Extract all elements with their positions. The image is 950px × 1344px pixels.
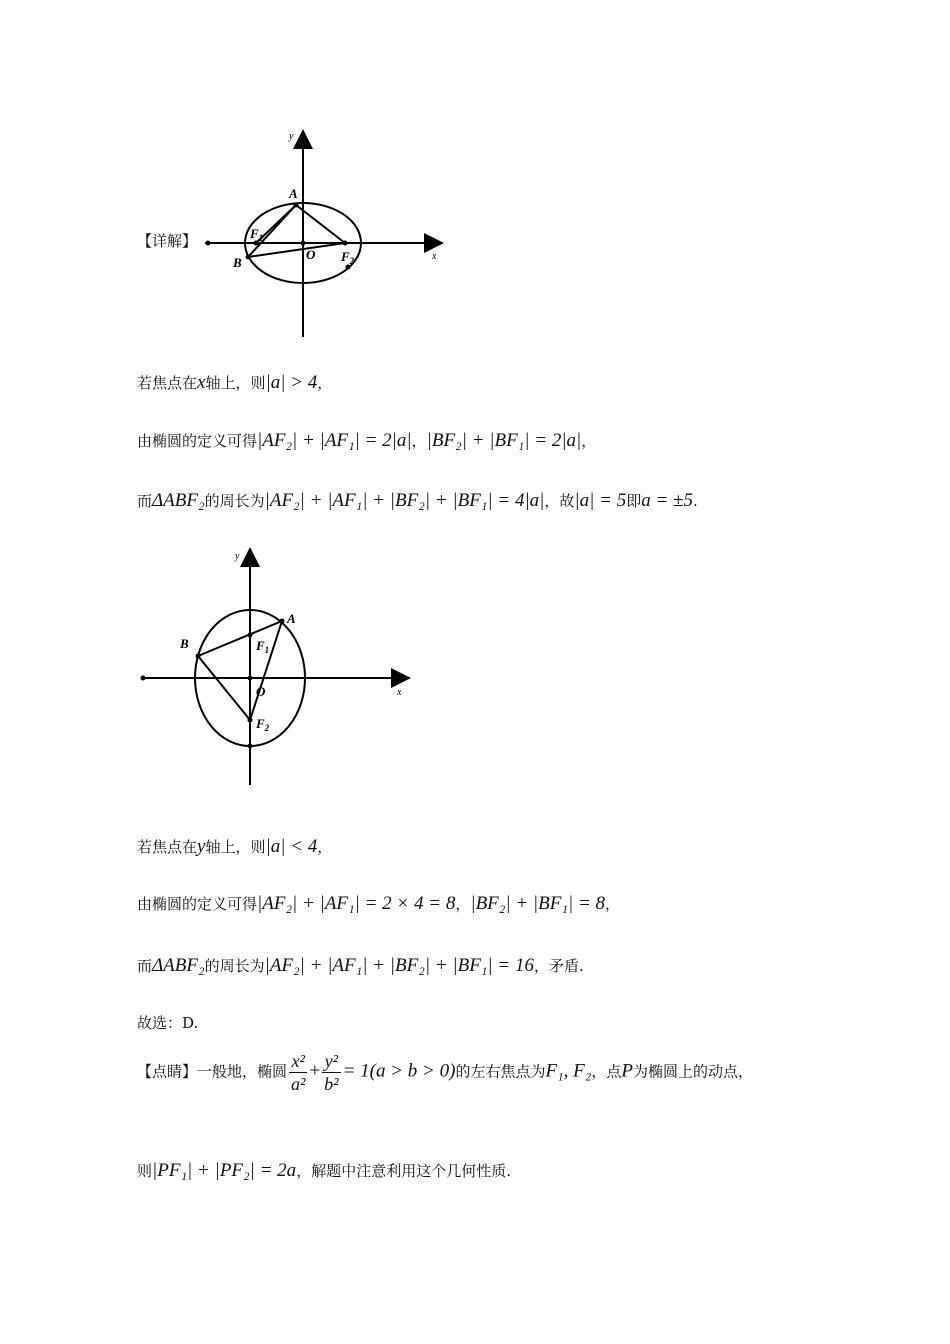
text-line-6: 而ΔABF₂的周长为|AF₂| + |AF₁| + |BF₂| + |BF₁| = 16，矛盾. [137,955,584,976]
key-insight-label: 【点睛】 [137,1062,198,1081]
label-F1: $F_1$ [250,226,264,243]
label-O: O [306,247,316,262]
figure-ellipse-y-foci [135,545,415,790]
label-F2: $F_2$ [341,249,355,266]
label-A: A [289,186,298,201]
label-O: O [256,684,266,699]
key-insight-line: 【点睛】一般地，椭圆 $\frac{\text{x²}}{\text{a²}}$ + $\frac{\text{y²}}{\text{b²}}$ = 1(a > b > 0)的左右焦点为F₁, F₂，点P为椭圆上的动点， [137,1051,754,1094]
figure-ellipse-x-foci [195,125,455,340]
text-line-7: 故选：D. [137,1014,199,1032]
label-y: y [289,131,294,142]
detail-label: 【详解】 [137,232,198,250]
text-line-3: 而ΔABF₂的周长为|AF₂| + |AF₁| + |BF₂| + |BF₁| = 4|a|，故|a| = 5即a = ±5. [137,490,698,511]
text-line-2: 由椭圆的定义可得|AF₂| + |AF₁| = 2|a|，|BF₂| + |BF₁| = 2|a|， [137,430,597,451]
label-A: A [287,611,296,626]
text-line-9: 则|PF₁| + |PF₂| = 2a，解题中注意利用这个几何性质. [137,1160,511,1181]
label-x: x [432,251,437,262]
label-x: x [397,687,402,698]
text-line-1: 若焦点在x轴上，则|a| > 4， [137,372,333,393]
text-line-5: 由椭圆的定义可得|AF₂| + |AF₁| = 2 × 4 = 8，|BF₂| + |BF₁| = 8， [137,893,621,914]
fraction-y: $\frac{\text{y²}}{\text{b²}}$ [324,1051,339,1094]
text-line-4: 若焦点在y轴上，则|a| < 4， [137,836,333,857]
label-B: B [233,255,242,270]
label-B: B [180,636,189,651]
label-F2: $F_2$ [256,716,270,733]
label-F1: $F_1$ [256,638,270,655]
fraction-x: $\frac{\text{x²}}{\text{a²}}$ [291,1051,306,1094]
label-y: y [235,551,240,562]
